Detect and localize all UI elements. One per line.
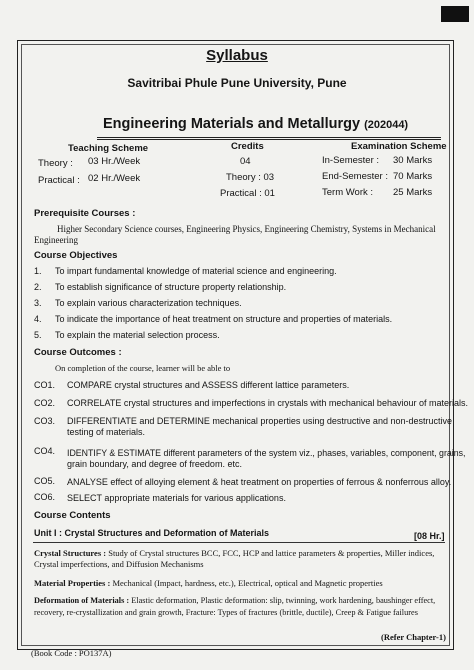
- outcome-item: ANALYSE effect of alloying element & heat treatment on properties of ferrous & nonferrous alloy.: [67, 477, 452, 487]
- outcome-item-continued: testing of materials.: [67, 427, 146, 437]
- objective-number: 4.: [34, 314, 42, 324]
- outcome-item: COMPARE crystal structures and ASSESS different lattice parameters.: [67, 380, 350, 390]
- unit-rule: [33, 542, 445, 543]
- objective-number: 5.: [34, 330, 42, 340]
- outcome-item: SELECT appropriate materials for various applications.: [67, 493, 286, 503]
- material-properties-line: [34, 578, 383, 588]
- outcome-item: DIFFERENTIATE and DETERMINE mechanical properties using destructive and non-destructive: [67, 416, 452, 426]
- objective-item: To impart fundamental knowledge of material science and engineering.: [55, 266, 337, 276]
- outcome-number: CO4.: [34, 446, 56, 456]
- subject-rule-top: [97, 137, 441, 138]
- outcome-item: CORRELATE crystal structures and imperfections in crystals with mechanical behaviour of materials.: [67, 398, 468, 408]
- outcome-item-continued: grain boundary, and degree of freedom. etc.: [67, 459, 242, 469]
- objective-number: 3.: [34, 298, 42, 308]
- refer-chapter: (Refer Chapter-1): [381, 632, 446, 642]
- contents-heading: Course Contents: [34, 510, 111, 521]
- credits-heading: Credits: [231, 141, 264, 152]
- subject-title: [103, 116, 408, 132]
- deformation-line1: [34, 596, 435, 605]
- objective-item: To indicate the importance of heat treatment on structure and properties of materials.: [55, 314, 393, 324]
- teaching-theory-value: 03 Hr./Week: [88, 156, 141, 167]
- credits-practical: Practical : 01: [220, 188, 275, 199]
- subject-code: (202044): [364, 119, 409, 131]
- exam-termwork-value: 25 Marks: [393, 187, 433, 198]
- exam-scheme-heading: Examination Scheme: [351, 141, 447, 152]
- exam-insem-value: 30 Marks: [393, 155, 433, 166]
- outcome-number: CO6.: [34, 492, 56, 502]
- prerequisite-text-line2: Engineering: [34, 235, 78, 245]
- objective-item: To explain the material selection process.: [55, 330, 220, 340]
- book-code: (Book Code : PO137A): [31, 648, 112, 658]
- objectives-heading: Course Objectives: [34, 250, 118, 261]
- outcome-item: IDENTIFY & ESTIMATE different parameters of the system viz., phases, variables, component, grains,: [67, 448, 466, 458]
- outcome-number: CO5.: [34, 476, 56, 486]
- page-title: Syllabus: [206, 47, 268, 64]
- material-properties-text: Mechanical (Impact, hardness, etc.), Electrical, optical and Magnetic properties: [112, 578, 383, 588]
- crystal-structures-text-line2: Crystal imperfections, and Diffusion Mechanisms: [34, 559, 204, 569]
- teaching-theory-label: Theory :: [38, 158, 73, 169]
- subject-name: Engineering Materials and Metallurgy: [103, 116, 361, 132]
- prerequisite-text-line1: Higher Secondary Science courses, Engineering Physics, Engineering Chemistry, Systems in Mechanical: [57, 224, 436, 234]
- unit-hours: [08 Hr.]: [414, 531, 445, 541]
- subject-rule-bottom: [97, 139, 441, 140]
- outcome-number: CO1.: [34, 380, 56, 390]
- prerequisite-heading: Prerequisite Courses :: [34, 208, 136, 219]
- deformation-text-line2: recovery, re-crystallization and grain growth, Fracture: Types of fractures (brittle, ductile), Creep & Fatigue failures: [34, 608, 418, 617]
- exam-endsem-label: End-Semester :: [322, 171, 388, 182]
- outcomes-intro: On completion of the course, learner will be able to: [55, 363, 231, 373]
- outcome-number: CO3.: [34, 416, 56, 426]
- crystal-structures-line1: [34, 548, 434, 558]
- deformation-text: Elastic deformation, Plastic deformation: slip, twinning, work hardening, baushinger effect,: [131, 596, 436, 605]
- teaching-scheme-heading: Teaching Scheme: [68, 143, 149, 154]
- outcome-number: CO2.: [34, 398, 56, 408]
- objective-item: To establish significance of structure property relationship.: [55, 282, 287, 292]
- objective-number: 1.: [34, 266, 42, 276]
- outcomes-heading: Course Outcomes :: [34, 347, 122, 358]
- material-properties-label: Material Properties :: [34, 578, 111, 588]
- corner-mark: [441, 6, 469, 22]
- university-name: Savitribai Phule Pune University, Pune: [127, 76, 347, 90]
- exam-insem-label: In-Semester :: [322, 155, 380, 166]
- credits-theory: Theory : 03: [226, 172, 275, 183]
- objective-number: 2.: [34, 282, 42, 292]
- deformation-label: Deformation of Materials :: [34, 596, 130, 605]
- crystal-structures-text: Study of Crystal structures BCC, FCC, HCP and lattice parameters & properties, Miller indices,: [108, 548, 435, 558]
- unit-title: Unit I : Crystal Structures and Deformation of Materials: [34, 528, 270, 538]
- objective-item: To explain various characterization techniques.: [55, 298, 242, 308]
- teaching-practical-value: 02 Hr./Week: [88, 173, 141, 184]
- crystal-structures-label: Crystal Structures :: [34, 548, 107, 558]
- credits-total: 04: [240, 156, 251, 167]
- teaching-practical-label: Practical :: [38, 175, 80, 186]
- exam-endsem-value: 70 Marks: [393, 171, 433, 182]
- exam-termwork-label: Term Work :: [322, 187, 374, 198]
